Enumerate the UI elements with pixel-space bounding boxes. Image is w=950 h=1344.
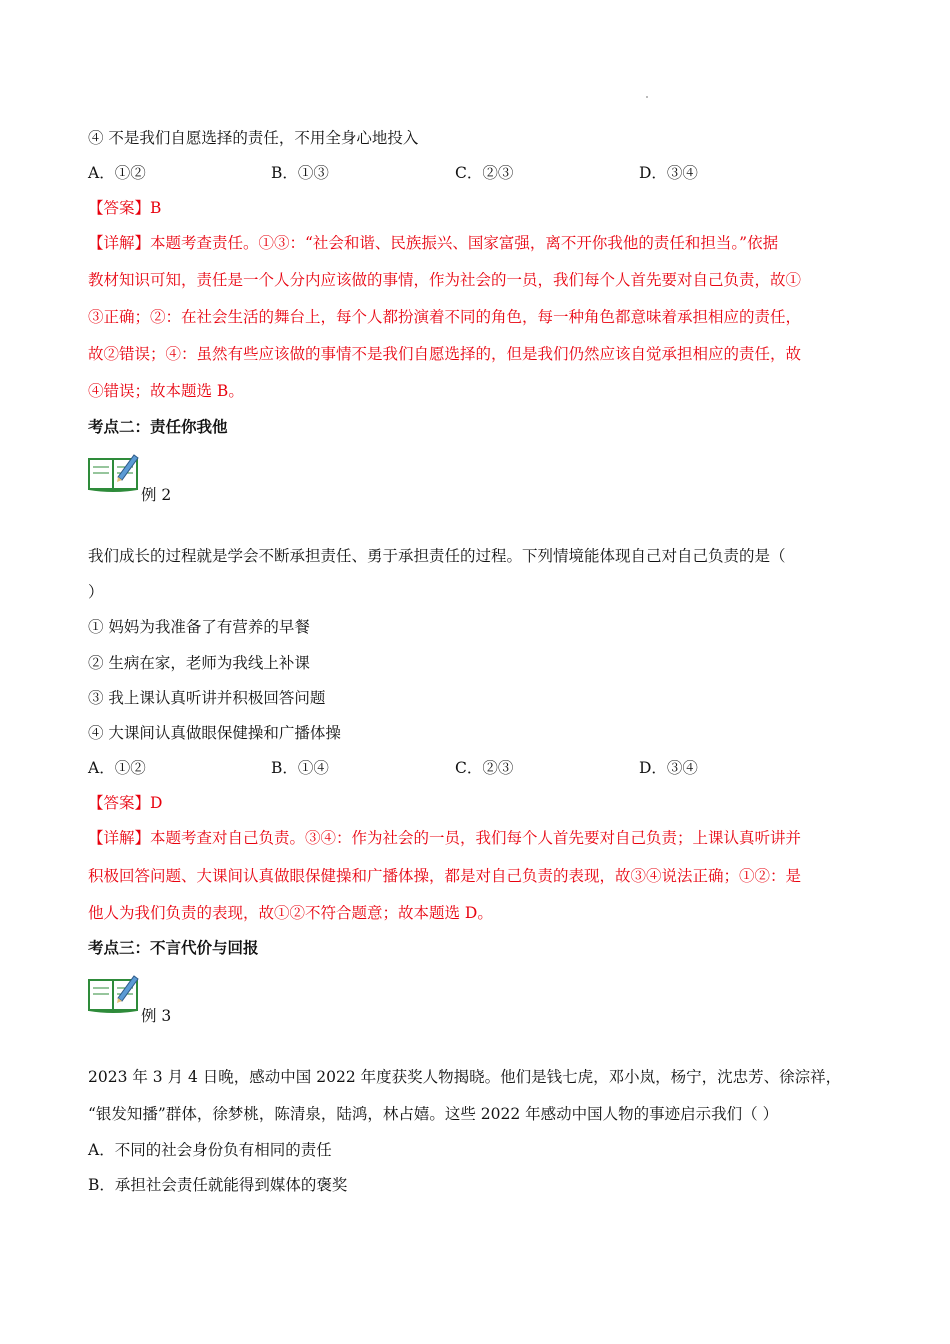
section2-heading: 考点二：责任你我他 (88, 417, 228, 436)
q1-option-c: C．②③ (455, 164, 514, 182)
q1-detail-line-2: 教材知识可知，责任是一个人分内应该做的事情，作为社会的一员，我们每个人首先要对自己负责，故① (88, 271, 802, 289)
q2-stem-line-1: 我们成长的过程就是学会不断承担责任、勇于承担责任的过程。下列情境能体现自己对自己负责的是（ (88, 547, 786, 565)
q1-item-4: ④ 不是我们自愿选择的责任，不用全身心地投入 (88, 129, 419, 147)
q1-option-b: B．①③ (271, 164, 329, 182)
q2-option-b: B．①④ (271, 759, 329, 777)
q2-item-3: ③ 我上课认真听讲并积极回答问题 (88, 689, 326, 707)
q2-stem-line-2: ） (88, 583, 104, 601)
q2-item-2: ② 生病在家，老师为我线上补课 (88, 654, 310, 672)
q2-detail-line-1: 【详解】本题考查对自己负责。③④：作为社会的一员，我们每个人首先要对自己负责；上课认真听讲并 (88, 829, 802, 847)
q1-answer: 【答案】B (88, 199, 162, 217)
q1-detail-line-5: ④错误；故本题选 B。 (88, 382, 244, 400)
example-2-label: 例 2 (141, 486, 172, 504)
q1-detail-line-1: 【详解】本题考查责任。①③：“社会和谐、民族振兴、国家富强，离不开你我他的责任和担当。”依据 (88, 234, 779, 252)
q3-option-b: B．承担社会责任就能得到媒体的褒奖 (88, 1176, 348, 1194)
q2-option-d: D．③④ (639, 759, 698, 777)
q1-option-d: D．③④ (639, 164, 698, 182)
section3-heading: 考点三：不言代价与回报 (88, 938, 259, 957)
q1-detail-line-3: ③正确；②：在社会生活的舞台上，每个人都扮演着不同的角色，每一种角色都意味着承担相应的责任， (88, 308, 802, 326)
q2-item-1: ① 妈妈为我准备了有营养的早餐 (88, 618, 310, 636)
q1-detail-line-4: 故②错误；④：虽然有些应该做的事情不是我们自愿选择的，但是我们仍然应该自觉承担相应的责任，故 (88, 345, 802, 363)
q2-option-c: C．②③ (455, 759, 514, 777)
q3-stem-line-1: 2023 年 3 月 4 日晚，感动中国 2022 年度获奖人物揭晓。他们是钱七虎，邓小岚，杨宁，沈忠芳、徐淙祥， (88, 1068, 842, 1086)
q2-item-4: ④ 大课间认真做眼保健操和广播体操 (88, 724, 341, 742)
q2-detail-line-2: 积极回答问题、大课间认真做眼保健操和广播体操，都是对自己负责的表现，故③④说法正确；①②：是 (88, 867, 802, 885)
scan-dot (646, 96, 648, 98)
q1-option-a: A．①② (88, 164, 146, 182)
q3-stem-line-2: “银发知播”群体，徐梦桃，陈清泉，陆鸿，林占嬉。这些 2022 年感动中国人物的事迹启示我们（ ） (88, 1105, 779, 1123)
q2-detail-line-3: 他人为我们负责的表现，故①②不符合题意；故本题选 D。 (88, 904, 493, 922)
q2-answer: 【答案】D (88, 794, 163, 812)
q2-option-a: A．①② (88, 759, 146, 777)
example-3-label: 例 3 (141, 1007, 172, 1025)
q3-option-a: A．不同的社会身份负有相同的责任 (88, 1141, 332, 1159)
book-pencil-icon (88, 453, 140, 493)
book-pencil-icon (88, 974, 140, 1014)
